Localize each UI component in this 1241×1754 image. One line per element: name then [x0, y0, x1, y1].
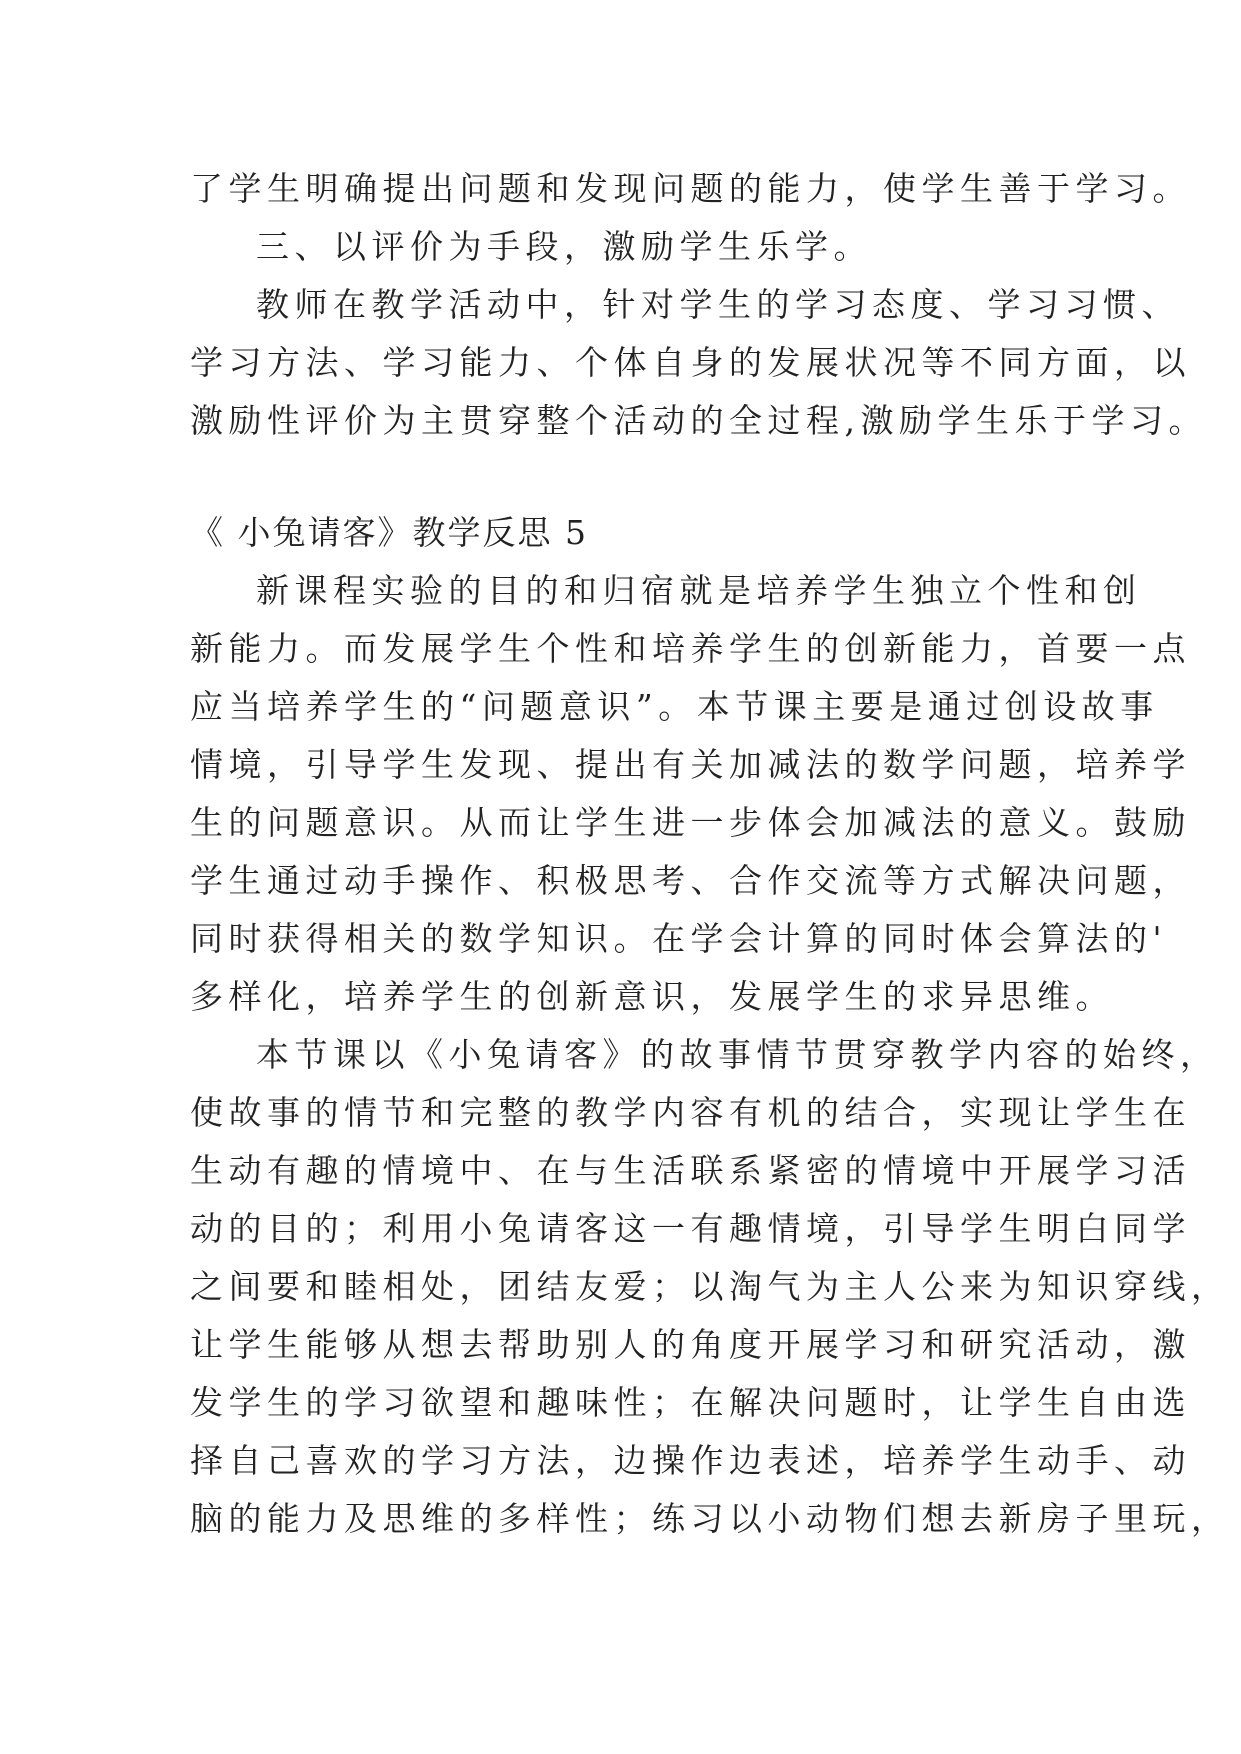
- paragraph-line: 同时获得相关的数学知识。在学会计算的同时体会算法的': [190, 919, 1168, 958]
- paragraph-line: 本节课以《小兔请客》的故事情节贯穿教学内容的始终，: [256, 1035, 1219, 1074]
- paragraph-line: 之间要和睦相处，团结友爱；以淘气为主人公来为知识穿线，: [190, 1267, 1230, 1306]
- article-title: 《 小兔请客》教学反思 5: [190, 513, 588, 552]
- section-heading-three: 三、以评价为手段，激励学生乐学。: [256, 227, 872, 266]
- paragraph-line: 使故事的情节和完整的教学内容有机的结合，实现让学生在: [190, 1093, 1191, 1132]
- paragraph-line: 应当培养学生的“问题意识”。本节课主要是通过创设故事: [190, 687, 1159, 726]
- paragraph-line: 新能力。而发展学生个性和培养学生的创新能力，首要一点: [190, 629, 1191, 668]
- paragraph-line: 脑的能力及思维的多样性；练习以小动物们想去新房子里玩，: [190, 1499, 1230, 1538]
- paragraph-line: 动的目的；利用小兔请客这一有趣情境，引导学生明白同学: [190, 1209, 1191, 1248]
- paragraph-line: 新课程实验的目的和归宿就是培养学生独立个性和创: [256, 571, 1142, 610]
- paragraph-line: 情境，引导学生发现、提出有关加减法的数学问题，培养学: [190, 745, 1191, 784]
- paragraph-line: 发学生的学习欲望和趣味性；在解决问题时，让学生自由选: [190, 1383, 1191, 1422]
- paragraph-line: 了学生明确提出问题和发现问题的能力，使学生善于学习。: [190, 169, 1191, 208]
- paragraph-line: 让学生能够从想去帮助别人的角度开展学习和研究活动，激: [190, 1325, 1191, 1364]
- paragraph-line: 生动有趣的情境中、在与生活联系紧密的情境中开展学习活: [190, 1151, 1191, 1190]
- paragraph-line: 生的问题意识。从而让学生进一步体会加减法的意义。鼓励: [190, 803, 1191, 842]
- paragraph-line: 择自己喜欢的学习方法，边操作边表述，培养学生动手、动: [190, 1441, 1191, 1480]
- paragraph-line: 教师在教学活动中，针对学生的学习态度、学习习惯、: [256, 285, 1180, 324]
- paragraph-line: 学习方法、学习能力、个体自身的发展状况等不同方面，以: [190, 343, 1191, 382]
- paragraph-line: 学生通过动手操作、积极思考、合作交流等方式解决问题，: [190, 861, 1191, 900]
- paragraph-line: 多样化，培养学生的创新意识，发展学生的求异思维。: [190, 977, 1114, 1016]
- paragraph-line: 激励性评价为主贯穿整个活动的全过程,激励学生乐于学习。: [190, 401, 1207, 440]
